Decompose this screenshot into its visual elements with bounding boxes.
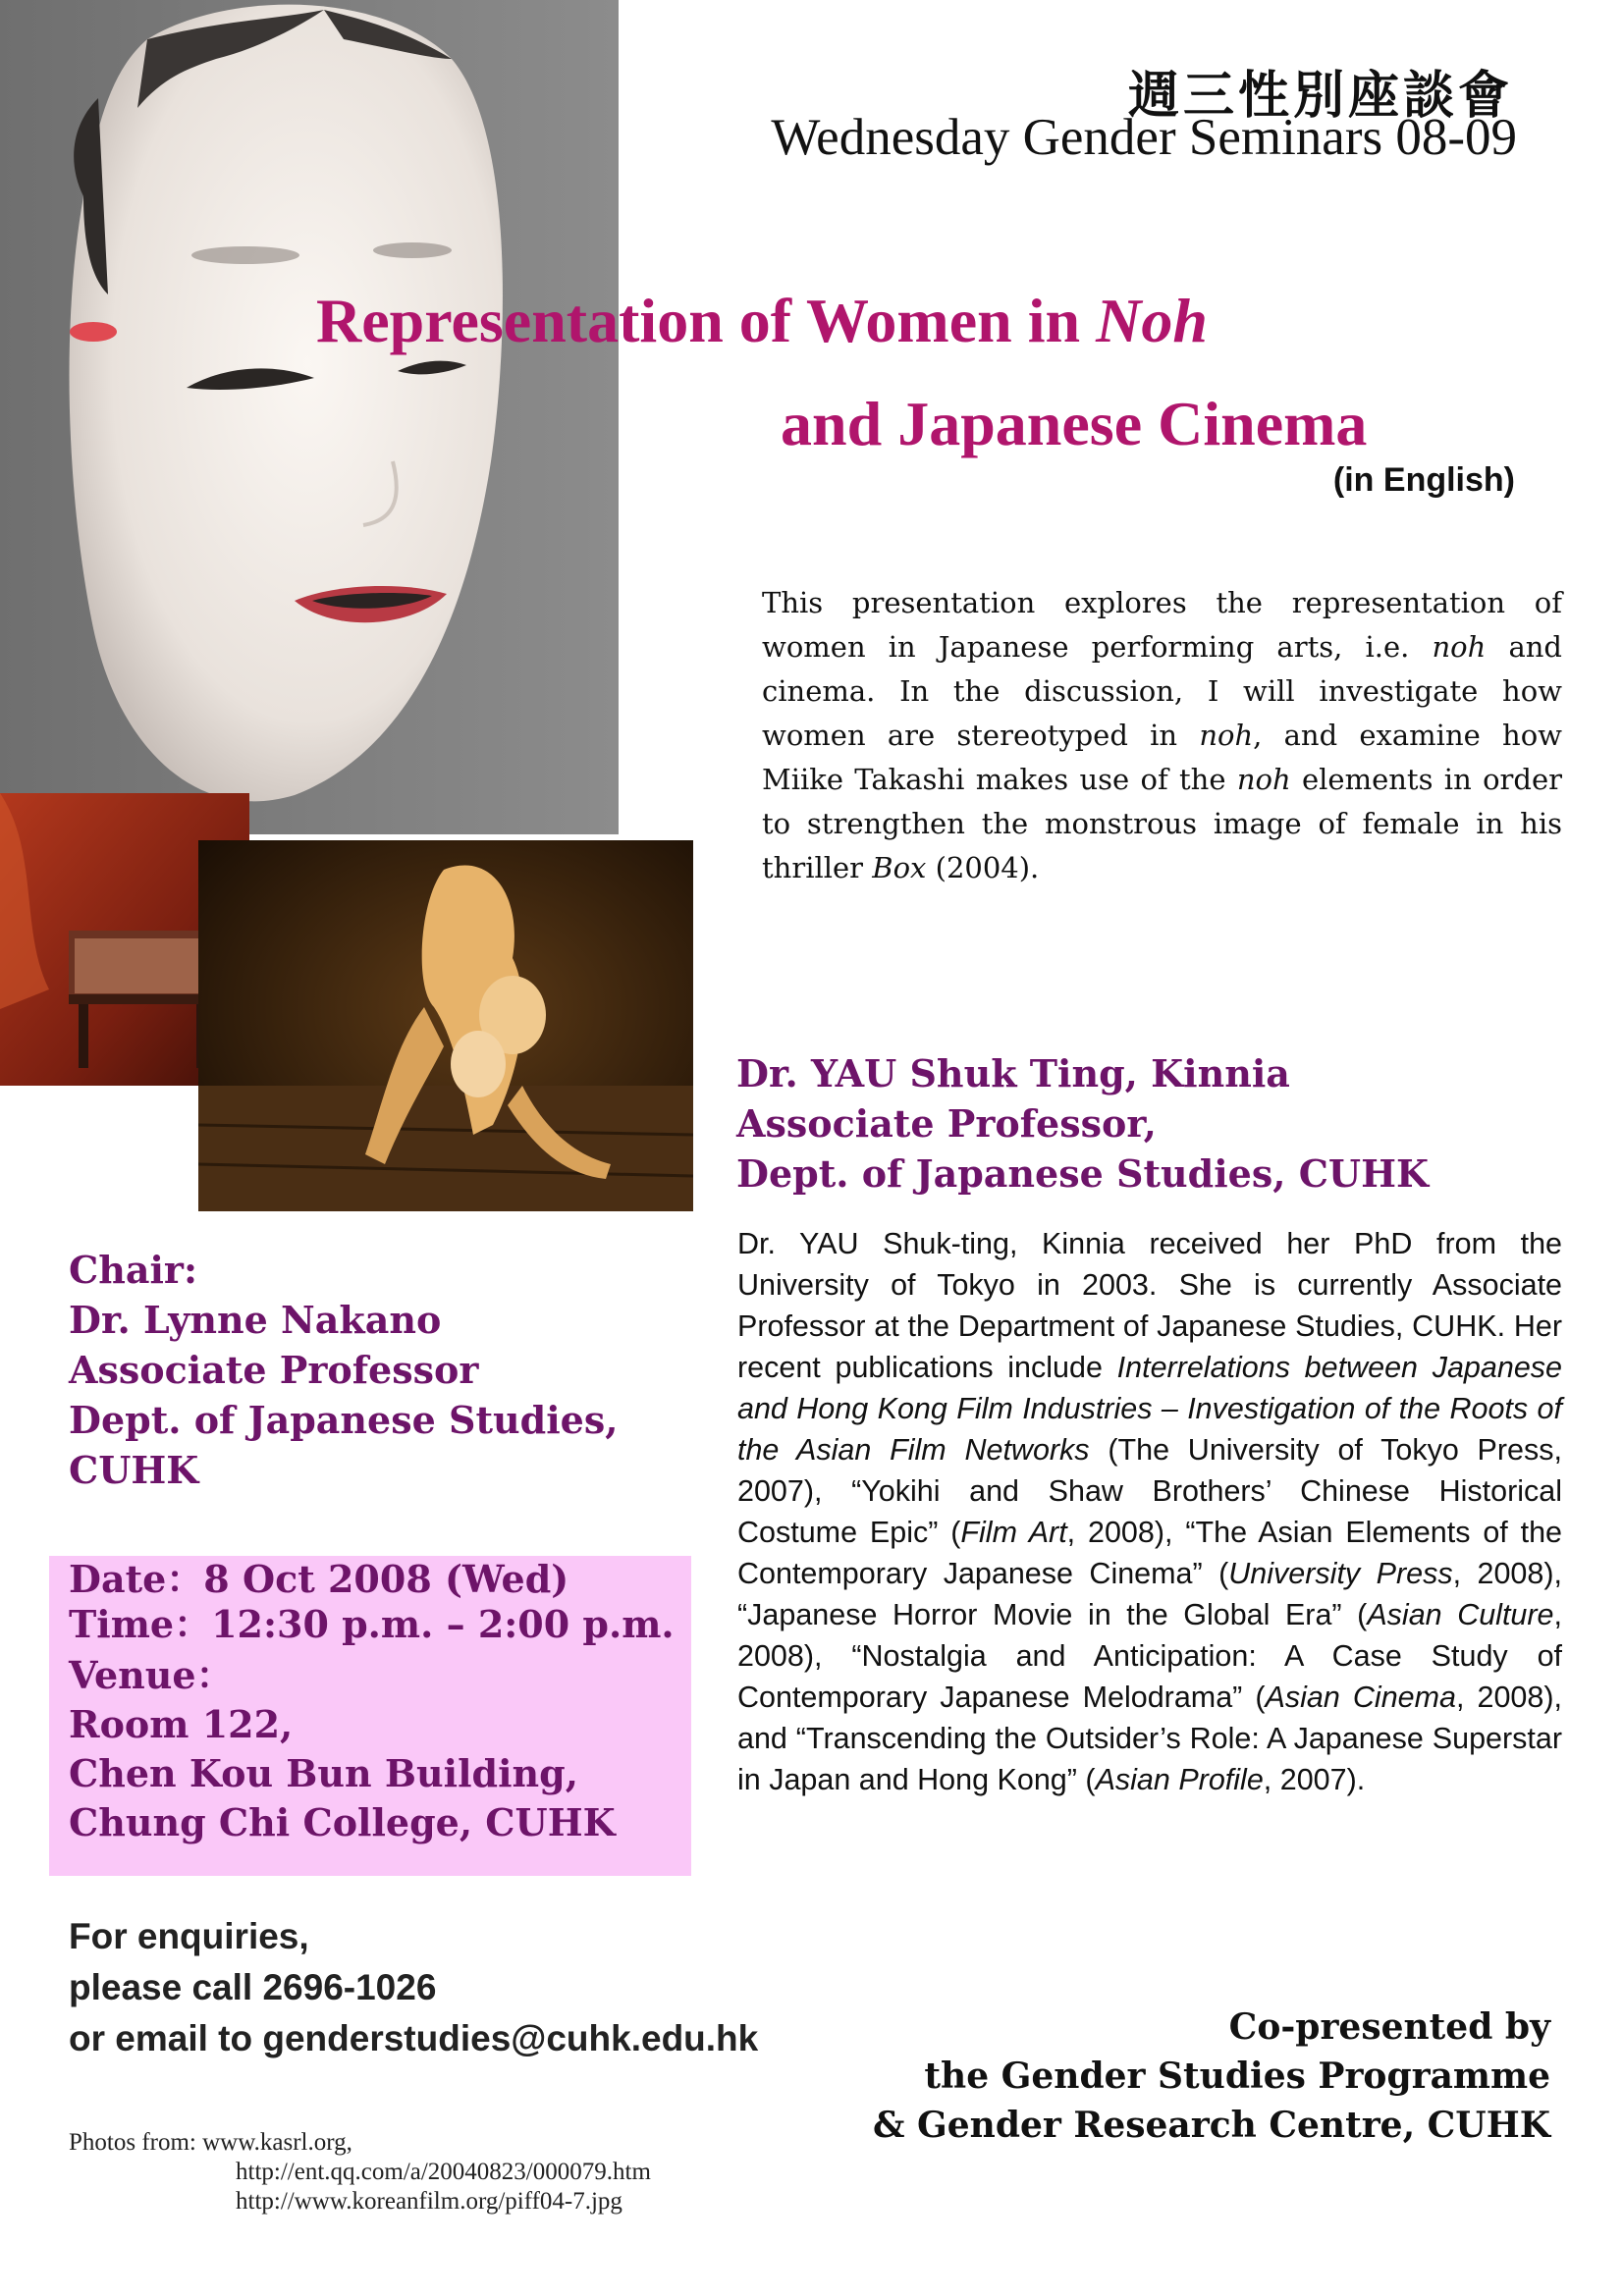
seminar-title-line-1 <box>316 285 1208 357</box>
bio-text: Dr. YAU Shuk-ting, Kinnia received her PhD from the University of Tokyo in 2003. She is currently Associate Professor at the Department of Japanese Studies, CUHK. Her recent publications include <box>737 1227 1562 1384</box>
chair-label: Chair: <box>69 1248 197 1292</box>
bio-text: , 2008), “Nostalgia and Anticipation: A Case Study of Contemporary Japanese Melodrama” ( <box>737 1598 1563 1714</box>
language-note: (in English) <box>1332 461 1515 499</box>
bio-publication-title: Interrelations between Japanese and Hong Kong Film Industries – Investigation of the Roots of the Asian Film Networks <box>737 1351 1562 1467</box>
venue-room: Room 122, <box>69 1702 294 1746</box>
enquiries-phone: please call 2696-1026 <box>69 1967 437 2007</box>
bio-text: , 2007). <box>1263 1763 1366 1796</box>
abstract-text: , and examine how Miike Takashi makes use of the <box>762 719 1562 796</box>
chair-department: Dept. of Japanese Studies, <box>69 1398 619 1442</box>
speaker-bio <box>737 1223 1562 1800</box>
enquiries-line: For enquiries, <box>69 1916 309 1956</box>
enquiries-block <box>69 1911 758 2064</box>
abstract-text: (2004). <box>926 851 1040 884</box>
photo-credits <box>69 2128 651 2216</box>
bio-text: , 2008), “Japanese Horror Movie in the Global Era” ( <box>737 1557 1562 1631</box>
abstract-term: noh <box>1199 719 1254 752</box>
title-prefix: Representation of Women in <box>316 286 1097 355</box>
bio-publication-title: Asian Culture <box>1367 1598 1554 1631</box>
co-presenters-block <box>873 2002 1550 2150</box>
co-presenter-centre: & Gender Research Centre, CUHK <box>873 2105 1550 2146</box>
enquiries-email: or email to genderstudies@cuhk.edu.hk <box>69 2018 759 2058</box>
abstract-text: This presentation explores the representation of women in Japanese performing arts, i.e. <box>762 586 1562 664</box>
bio-publication-title: Film Art <box>960 1516 1067 1549</box>
event-time: Time：12:30 p.m. – 2:00 p.m. <box>69 1602 675 1646</box>
abstract-paragraph <box>762 581 1562 890</box>
speaker-department: Dept. of Japanese Studies, CUHK <box>736 1151 1430 1196</box>
credit-line: http://www.koreanfilm.org/piff04-7.jpg <box>236 2188 622 2215</box>
abstract-text: elements in order to strengthen the monstrous image of female in his thriller <box>762 763 1562 884</box>
chair-name: Dr. Lynne Nakano <box>69 1298 442 1342</box>
title-noh-italic: Noh <box>1096 286 1208 355</box>
series-title: Wednesday Gender Seminars 08-09 <box>771 109 1517 166</box>
credit-line: http://ent.qq.com/a/20040823/000079.htm <box>236 2159 651 2185</box>
chair-block <box>69 1245 618 1495</box>
co-presented-label: Co-presented by <box>1228 2006 1550 2048</box>
venue-label: Venue： <box>69 1653 234 1697</box>
chair-position: Associate Professor <box>69 1348 479 1392</box>
speaker-block <box>736 1048 1429 1199</box>
credit-line: Photos from: www.kasrl.org, <box>69 2129 352 2156</box>
event-details <box>69 1557 675 1847</box>
bio-text: , 2008), “The Asian Elements of the Contemporary Japanese Cinema” ( <box>737 1516 1562 1590</box>
co-presenter-programme: the Gender Studies Programme <box>924 2056 1550 2097</box>
contorted-figures-film-still-photo <box>198 840 693 1211</box>
speaker-name: Dr. YAU Shuk Ting, Kinnia <box>736 1051 1290 1095</box>
bio-publication-title: Asian Cinema <box>1265 1681 1456 1714</box>
bio-publication-title: University Press <box>1228 1557 1453 1590</box>
speaker-position: Associate Professor, <box>736 1101 1157 1146</box>
event-date: Date：8 Oct 2008 (Wed) <box>69 1557 569 1601</box>
venue-college: Chung Chi College, CUHK <box>69 1800 616 1844</box>
abstract-text: and cinema. In the discussion, I will investigate how women are stereotyped in <box>762 630 1562 752</box>
bio-text: , 2008), and “Transcending the Outsider’s Role: A Japanese Superstar in Japan and Hong Kong” ( <box>737 1681 1562 1796</box>
bio-text: (The University of Tokyo Press, 2007), “Yokihi and Shaw Brothers’ Chinese Historical Costume Epic” ( <box>737 1433 1562 1549</box>
chinese-series-title: 週三性別座談會 <box>1127 67 1513 126</box>
noh-mask-photo <box>0 0 619 834</box>
seminar-title-line-2: and Japanese Cinema <box>781 389 1368 458</box>
bio-publication-title: Asian Profile <box>1095 1763 1264 1796</box>
chair-university: CUHK <box>69 1448 199 1492</box>
venue-building: Chen Kou Bun Building, <box>69 1751 578 1795</box>
abstract-film-title: Box <box>872 851 927 884</box>
abstract-term: noh <box>1236 763 1291 796</box>
abstract-term: noh <box>1432 630 1487 664</box>
